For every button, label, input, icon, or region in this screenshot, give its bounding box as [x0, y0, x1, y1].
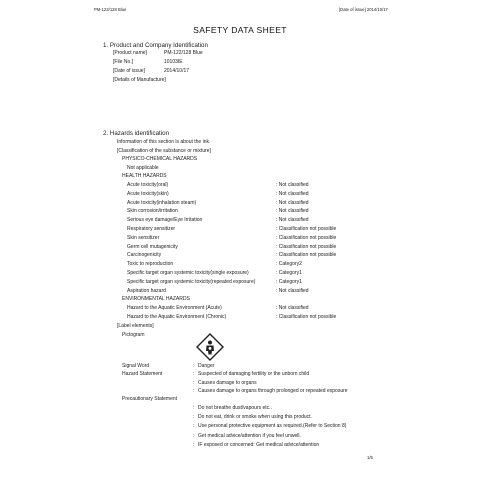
precautionary-statement-colon: : [193, 432, 195, 439]
precautionary-statement-colon: : [193, 423, 195, 430]
hazard-statement-colon: : [193, 371, 195, 377]
precautionary-statement-item: Get medical advice/attention if you feel unwell. [198, 432, 301, 439]
hazard-statement-label: Hazard Statement [122, 371, 163, 377]
health-hazard-label: Toxic to reproduction [127, 261, 174, 268]
page-number: 1/5 [367, 455, 373, 460]
health-hazard-value: : Category1 [276, 270, 302, 276]
classification-label: [Classification of the substance or mixture] [117, 148, 211, 154]
health-hazard-value: : Classification not possible [276, 234, 337, 241]
hazard-statement-colon: : [193, 388, 195, 395]
health-hazard-value: : Not classified [276, 190, 309, 197]
section1-row-label: [Date of issue] [113, 68, 145, 74]
health-hazard-label: Specific target organ systemic toxicity(single exposure) [127, 270, 249, 276]
health-hazard-value: : Not classified [276, 199, 309, 206]
health-heading: HEALTH HAZARDS [122, 173, 167, 179]
health-hazard-label: Respiratory sensitizer [127, 226, 176, 232]
health-hazard-label: Specific target organ systemic toxicity(repeated exposure) [127, 278, 256, 285]
physico-heading: PHYSICO-CHEMICAL HAZARDS [122, 156, 198, 162]
precautionary-statement-colon: : [193, 414, 195, 421]
env-heading: ENVIRONMENTAL HAZARDS [122, 296, 190, 302]
env-hazard-label: Hazard to the Aquatic Environment (Acute) [127, 305, 222, 311]
env-hazard-value: : Classification not possible [276, 313, 337, 320]
health-hazard-label: Acute toxicity(skin) [127, 190, 169, 197]
precautionary-statement-item: IF exposed or concerned: Get medical advice/attention [198, 441, 320, 448]
signal-word-colon: : [193, 363, 195, 369]
health-hazard-value: : Not classified [276, 208, 309, 215]
health-hazard-label: Aspiration hazard [127, 287, 166, 294]
precautionary-statement-item: Use personal protective equipment as required.(Refer to Section 8) [198, 423, 347, 430]
health-hazard-value: : Category1 [276, 278, 302, 285]
env-hazard-value: : Not classified [276, 305, 309, 311]
section1-row-label: [File No.] [113, 59, 134, 65]
health-hazard-value: : Not classified [276, 217, 309, 224]
precautionary-statement-item: Do not eat, drink or smoke when using this product. [198, 414, 312, 421]
pictogram-label: Pictogram [122, 332, 145, 338]
label-elements: [Label elements] [117, 323, 154, 329]
health-hazard-value: : Category2 [276, 261, 302, 268]
health-hazard-value: : Classification not possible [276, 243, 337, 250]
physico-value: Not applicable [127, 165, 159, 171]
health-hazard-value: : Classification not possible [276, 252, 337, 259]
health-hazard-label: Skin sensitizer [127, 234, 160, 241]
env-hazard-label: Hazard to the Aquatic Environment (Chronic) [127, 313, 227, 320]
section1-row-value: 10103IE [164, 59, 183, 65]
section1-row-value: PM-122/128 Blue [164, 50, 203, 56]
precautionary-statement-label: Precautionary Statement [122, 396, 178, 402]
health-hazard-pictogram-icon [196, 333, 224, 361]
health-hazard-label: Acute toxicity(inhalation steam) [127, 199, 197, 206]
section2-heading: 2. Hazards identification [103, 130, 170, 137]
precautionary-statement-colon: : [193, 441, 195, 448]
health-hazard-value: : Classification not possible [276, 226, 337, 232]
health-hazard-label: Skin corrosion/irritation [127, 208, 178, 215]
page-title: SAFETY DATA SHEET [193, 25, 287, 35]
section1-heading: 1. Product and Company Identification [103, 42, 208, 49]
hazard-statement-item: Causes damage to organs [198, 379, 257, 386]
hazard-statement-colon: : [193, 379, 195, 386]
precautionary-statement-item: Do not breathe dust/vapours etc.. [198, 405, 272, 411]
health-hazard-value: : Not classified [276, 182, 309, 188]
health-hazard-label: Serious eye damage/Eye Irritation [127, 217, 203, 224]
signal-word-value: Danger [198, 363, 215, 369]
health-hazard-label: Carcinogenicity [127, 252, 162, 259]
health-hazard-label: Germ cell mutagenicity [127, 243, 178, 250]
section2-intro: Information of this section is about the ink. [117, 139, 211, 145]
health-hazard-label: Acute toxicity(oral) [127, 182, 169, 188]
section1-row-value: 2014/10/17 [164, 68, 190, 74]
section1-row-label: [Product name] [113, 50, 147, 56]
header-date: [Date of issue] 2014/10/17 [339, 7, 388, 12]
hazard-statement-item: Causes damage to organs through prolonged or repeated exposure [198, 388, 348, 395]
section1-row-label: [Details of Manufacture] [113, 77, 166, 83]
hazard-statement-item: Suspected of damaging fertility or the unborn child [198, 371, 310, 377]
precautionary-statement-colon: : [193, 405, 195, 411]
signal-word-label: Signal Word [122, 363, 150, 369]
health-hazard-value: : Not classified [276, 287, 309, 294]
header-product: PM-122/128 Blue [94, 7, 127, 12]
